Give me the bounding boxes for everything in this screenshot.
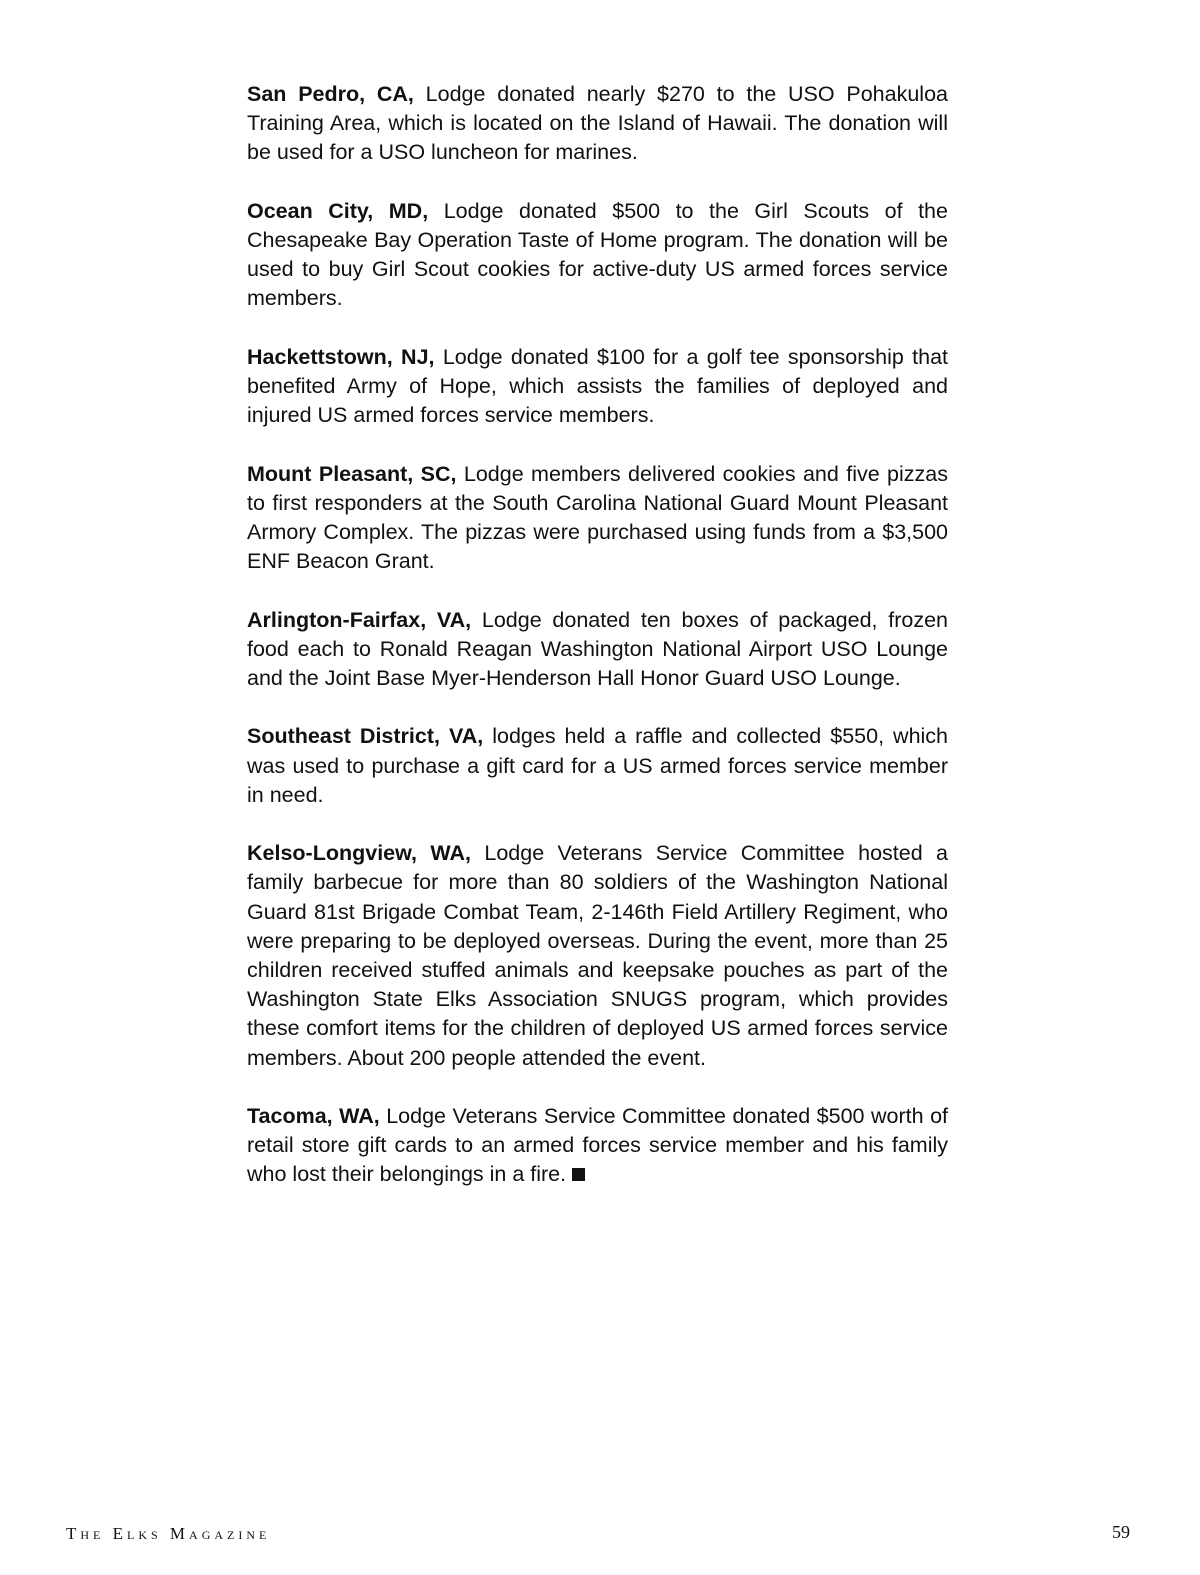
footer-publication-name: The Elks Magazine bbox=[66, 1524, 271, 1543]
entry-location: Kelso-Longview, WA, bbox=[247, 841, 471, 866]
entry-location: Mount Pleasant, SC, bbox=[247, 461, 457, 486]
entry-text: Lodge Veterans Service Committee hosted a family barbecue for more than 80 soldiers of the Washington National Guard 81st Brigade Combat Team, 2-146th Field Artillery Regiment, who were preparing to be deployed overseas. During the event, more than 25 children received stuffed animals and keepsake pouches as part of the Washington State Elks Association SNUGS program, which provides these comfort items for the children of deployed US armed forces service members. About 200 people attended the event. bbox=[247, 841, 948, 1070]
footer-page-number: 59 bbox=[1112, 1522, 1130, 1542]
entry-text: lodges held a raffle and collected $550, which was used to purchase a gift card for a US armed forces service member in need. bbox=[247, 724, 949, 807]
news-entry-mount-pleasant bbox=[247, 460, 948, 577]
news-entry-southeast-district bbox=[247, 722, 948, 810]
news-entry-kelso-longview bbox=[247, 839, 948, 1073]
end-of-article-square-icon bbox=[572, 1168, 585, 1181]
news-entry-san-pedro bbox=[247, 80, 948, 168]
entry-text: Lodge Veterans Service Committee donated $500 worth of retail store gift cards to an armed forces service member and his family who lost their belongings in a fire. bbox=[247, 1104, 948, 1187]
news-entry-tacoma bbox=[247, 1102, 948, 1190]
news-entry-hackettstown bbox=[247, 343, 948, 431]
entry-location: Tacoma, WA, bbox=[247, 1104, 380, 1128]
news-entry-ocean-city bbox=[247, 197, 948, 314]
news-entry-arlington-fairfax bbox=[247, 606, 948, 694]
entry-location: Arlington-Fairfax, VA, bbox=[247, 607, 472, 632]
entry-text: Lodge donated nearly $270 to the USO Pohakuloa Training Area, which is located on the Island of Hawaii. The donation will be used for a USO luncheon for marines. bbox=[247, 82, 948, 165]
entry-location: San Pedro, CA, bbox=[247, 82, 414, 106]
entry-location: Ocean City, MD, bbox=[247, 198, 429, 223]
entry-text: Lodge members delivered cookies and five pizzas to first responders at the South Carolina National Guard Mount Pleasant Armory Complex. The pizzas were purchased using funds from a $3,500 ENF Beacon Grant. bbox=[247, 461, 948, 574]
entry-location: Southeast District, VA, bbox=[247, 724, 484, 749]
entry-text: Lodge donated ten boxes of packaged, frozen food each to Ronald Reagan Washington National Airport USO Lounge and the Joint Base Myer-Henderson Hall Honor Guard USO Lounge. bbox=[247, 607, 948, 690]
entry-text: Lodge donated $500 to the Girl Scouts of the Chesapeake Bay Operation Taste of Home program. The donation will be used to buy Girl Scout cookies for active-duty US armed forces service members. bbox=[247, 198, 948, 311]
article-column bbox=[247, 80, 948, 1219]
entry-text: Lodge donated $100 for a golf tee sponsorship that benefited Army of Hope, which assists the families of deployed and injured US armed forces service members. bbox=[247, 344, 949, 428]
entry-location: Hackettstown, NJ, bbox=[247, 344, 435, 369]
